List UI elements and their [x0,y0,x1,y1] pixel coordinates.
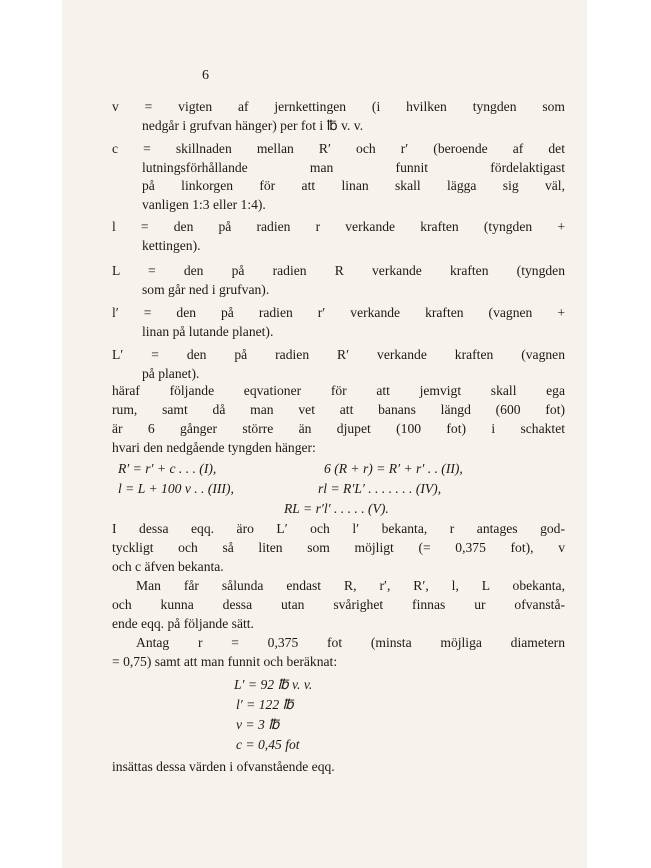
equation-I: R′ = r′ + c . . . (I), [118,461,217,476]
text-line: och kunna dessa utan svårighet finnas ur ofvanstå- [112,597,565,612]
definition-line: lutningsförhållande man funnit fördelaktigast [142,159,565,175]
definition-l [112,218,565,255]
definition-line: L = den på radien R verkande kraften (tyngden [112,263,565,278]
text-line: insättas dessa värden i ofvanstående eqq. [112,759,335,774]
definition-line: vanligen 1:3 eller 1:4). [142,196,266,212]
definition-line: l′ = den på radien r′ verkande kraften (vagnen + [112,305,565,320]
value-line: c = 0,45 fot [236,737,300,752]
equation-II: 6 (R + r) = R′ + r′ . . (II), [324,461,463,476]
definition-L [112,262,565,299]
equation-III: l = L + 100 v . . (III), [118,481,234,496]
text-line: hvari den nedgående tyngden hänger: [112,440,316,455]
definition-line: nedgår i grufvan hänger) per fot i ℔ v. v. [142,117,364,133]
text-line: Man får sålunda endast R, r′, R′, l, L obekanta, [136,578,565,593]
text-line: är 6 gånger större än djupet (100 fot) i schaktet [112,421,565,436]
definition-line: som går ned i grufvan). [142,281,270,297]
page-number: 6 [202,68,209,83]
text-line: tyckligt och så liten som möjligt (= 0,375 fot), v [112,540,565,555]
value-line: L′ = 92 ℔ v. v. [234,677,313,692]
definition-c [112,140,565,214]
definition-L-prime [112,346,565,383]
definition-v [112,98,565,135]
definition-line: på planet). [142,365,200,381]
text-line: ende eqq. på följande sätt. [112,616,254,631]
value-line: v = 3 ℔ [236,717,280,732]
text-line: Antag r = 0,375 fot (minsta möjliga diametern [136,635,565,650]
definition-line: kettingen). [142,237,201,253]
text-line: och c äfven bekanta. [112,559,224,574]
text-line: häraf följande eqvationer för att jemvigt skall ega [112,383,565,398]
definition-l-prime [112,304,565,341]
text-line: = 0,75) samt att man funnit och beräknat: [112,654,338,669]
definition-line: l = den på radien r verkande kraften (tyngden + [112,219,565,234]
definition-line: c = skillnaden mellan R′ och r′ (beroende af det [112,141,565,156]
definition-line: v = vigten af jernkettingen (i hvilken tyngden som [112,99,565,114]
equation-V: RL = r′l′ . . . . . (V). [284,501,389,516]
definition-line: linan på lutande planet). [142,323,274,339]
equation-IV: rl = R′L′ . . . . . . . (IV), [318,481,442,496]
text-line: I dessa eqq. äro L′ och l′ bekanta, r antages god- [112,521,565,536]
definition-line: på linkorgen för att linan skall lägga sig väl, [142,178,565,194]
definition-line: L′ = den på radien R′ verkande kraften (vagnen [112,347,565,362]
value-line: l′ = 122 ℔ [236,697,294,712]
text-line: rum, samt då man vet att banans längd (600 fot) [112,402,565,417]
